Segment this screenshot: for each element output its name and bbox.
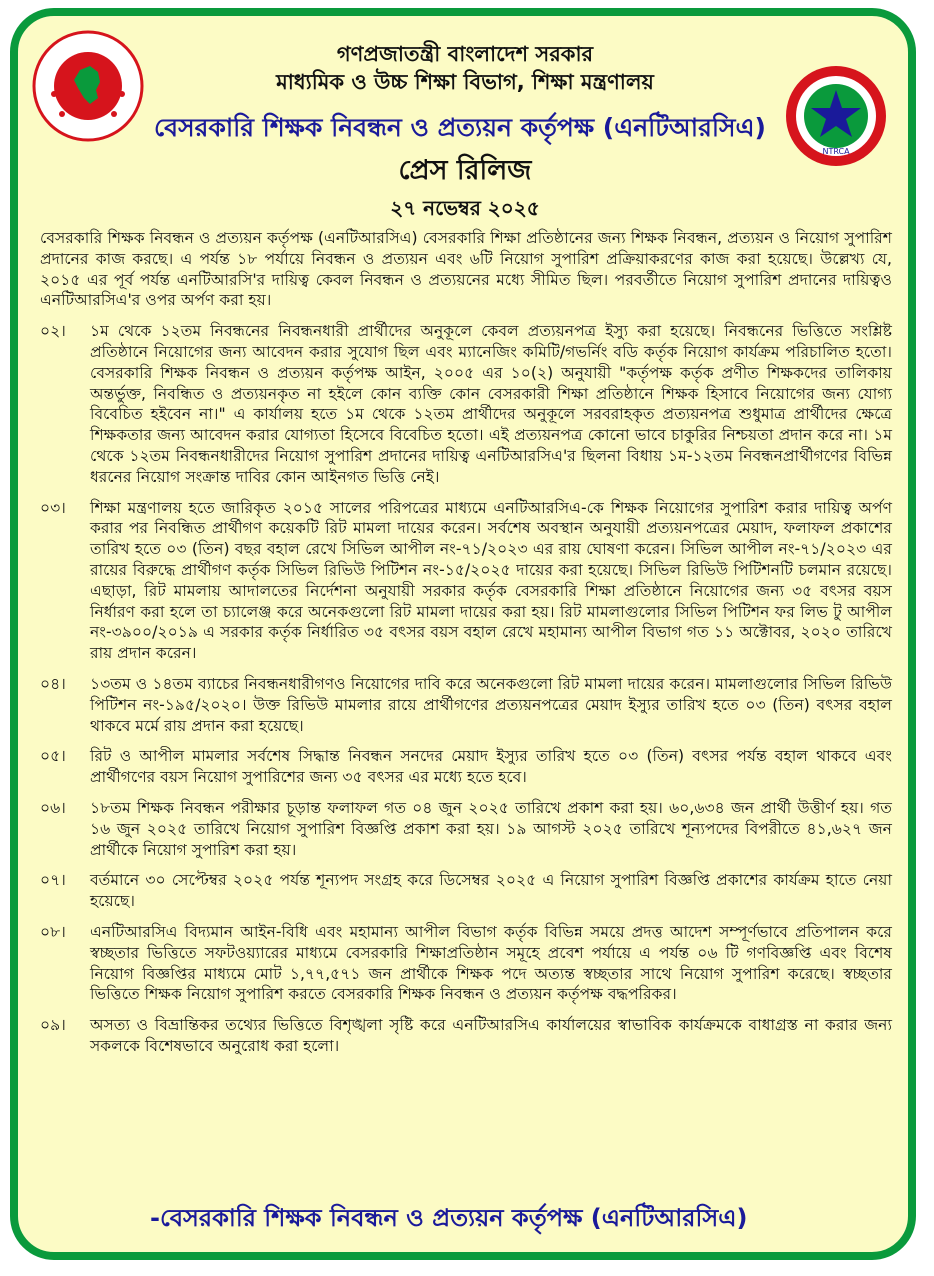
numbered-paragraph	[40, 1015, 892, 1057]
organization-name: বেসরকারি শিক্ষক নিবন্ধন ও প্রত্যয়ন কর্তৃপক্ষ (এনটিআরসিএ)	[154, 113, 766, 142]
ntrca-logo-text: NTRCA	[822, 147, 850, 156]
paragraph-number: ০৬।	[40, 798, 66, 817]
paragraph-text: ১৮তম শিক্ষক নিবন্ধন পরীক্ষার চূড়ান্ত ফলাফল গত ০৪ জুন ২০২৫ তারিখে প্রকাশ করা হয়। ৬০,৬৩৪ জন প্রার্থী উত্তীর্ণ হয়। গত ১৬ জুন ২০২৫ তারিখে নিয়োগ সুপারিশ বিজ্ঞপ্তি প্রকাশ করা হয়। ১৯ আগস্ট ২০২৫ তারিখে শূন্যপদের বিপরীতে ৪১,৬২৭ জন প্রার্থীকে নিয়োগ সুপারিশ করা হয়।	[90, 798, 893, 859]
paragraph-number: ০৯।	[40, 1016, 66, 1035]
press-release-title: প্রেস রিলিজ	[398, 155, 532, 186]
paragraph-number: ০২।	[40, 322, 66, 341]
paragraph-text: শিক্ষা মন্ত্রণালয় হতে জারিকৃত ২০১৫ সালের পরিপত্রের মাধ্যমে এনটিআরসিএ-কে শিক্ষক নিয়োগের সুপারিশ করার দায়িত্ব অর্পণ করার পর নিবন্ধিত প্রার্থীগণ কয়েকটি রিট মামলা দায়ের করেন। সর্বশেষ অবস্থান অনুযায়ী প্রত্যয়নপত্রের মেয়াদ, ফলাফল প্রকাশের তারিখ হতে ০৩ (তিন) বছর বহাল রেখে সিভিল আপীল নং-৭১/২০২৩ এর রায় ঘোষণা করেন। সিভিল আপীল নং-৭১/২০২৩ এর রায়ের বিরুদ্ধে প্রার্থীগণ কর্তৃক সিভিল রিভিউ পিটিশন নং-১৫/২০২৫ দায়ের করা হয়েছে। সিভিল রিভিউ পিটিশনটি চলমান রয়েছে। এছাড়া, রিট মামলায় আদালতের নির্দেশনা অনুযায়ী সরকার কর্তৃক বেসরকারি শিক্ষা প্রতিষ্ঠানে নিয়োগের জন্য ৩৫ বৎসর বয়স নির্ধারণ করা হলে তা চ্যালেঞ্জ করে অনেকগুলো রিট মামলা দায়ের করা হয়। রিট মামলাগুলোর সিভিল পিটিশন ফর লিভ টু আপীল নং-৩৯০০/২০১৯ এ সরকার কর্তৃক নির্ধারিত ৩৫ বৎসর বয়স বহাল রেখে মহামান্য আপীল বিভাগ গত ১১ অক্টোবর, ২০২০ তারিখে রায় প্রদান করেন।	[90, 498, 892, 663]
paragraph-text: ১৩তম ও ১৪তম ব্যাচের নিবন্ধনধারীগণও নিয়োগের দাবি করে অনেকগুলো রিট মামলা দায়ের করেন। মামলাগুলোর সিভিল রিভিউ পিটিশন নং-১৯৫/২০২০। উক্ত রিভিউ মামলার রায়ে প্রার্থীগণের প্রত্যয়নপত্রের মেয়াদ ইস্যুর তারিখ হতে ০৩ (তিন) বৎসর বহাল থাকবে মর্মে রায় প্রদান করা হয়েছে।	[90, 674, 892, 735]
government-name: গণপ্রজাতন্ত্রী বাংলাদেশ সরকার	[336, 42, 594, 66]
paragraph-text: ১ম থেকে ১২তম নিবন্ধনের নিবন্ধনধারী প্রার্থীদের অনুকূলে কেবল প্রত্যয়নপত্র ইস্যু করা হয়েছে। নিবন্ধনের ভিত্তিতে সংশ্লিষ্ট প্রতিষ্ঠানে নিয়োগের জন্য আবেদন করার সুযোগ ছিল এবং ম্যানেজিং কমিটি/গভর্নিং বডি কর্তৃক নিয়োগ কার্যক্রম পরিচালিত হতো। বেসরকারি শিক্ষক নিবন্ধন ও প্রত্যয়ন কর্তৃপক্ষ আইন, ২০০৫ এর ১০(২) অনুযায়ী "কর্তৃপক্ষ কর্তৃক প্রণীত শিক্ষকদের তালিকায় অন্তর্ভুক্ত, নিবন্ধিত ও প্রত্যয়নকৃত না হইলে কোন ব্যক্তি কোন বেসরকারী শিক্ষা প্রতিষ্ঠানে শিক্ষক হিসাবে নিয়োগের জন্য যোগ্য বিবেচিত হইবেন না।" এ কার্যালয় হতে ১ম থেকে ১২তম প্রার্থীদের অনুকূলে সরবরাহকৃত প্রত্যয়নপত্র শুধুমাত্র প্রার্থীদের ক্ষেত্রে শিক্ষকতার জন্য আবেদন করার যোগ্যতা হিসেবে বিবেচিত হতো। এই প্রত্যয়নপত্র কোনো ভাবে চাকুরির নিশ্চয়তা প্রদান করে না। ১ম থেকে ১২তম নিবন্ধনধারীদের নিয়োগ সুপারিশ প্রদানের দায়িত্ব এনটিআরসিএ'র ছিলনা বিধায় ১ম-১২তম নিবন্ধনপ্রার্থীগণের বিভিন্ন ধরনের নিয়োগ সংক্রান্ত দাবির কোন আইনগত ভিত্তি নেই।	[90, 322, 892, 486]
paragraph-number: ০৭।	[40, 871, 66, 890]
numbered-paragraph	[40, 922, 892, 1005]
release-body	[40, 228, 892, 1067]
paragraph-number: ০৪।	[40, 674, 66, 693]
numbered-paragraph	[40, 870, 892, 912]
paragraph-text: বর্তমানে ৩০ সেপ্টেম্বর ২০২৫ পর্যন্ত শূন্যপদ সংগ্রহ করে ডিসেম্বর ২০২৫ এ নিয়োগ সুপারিশ বিজ্ঞপ্তি প্রকাশের কার্যক্রম হাতে নেয়া হয়েছে।	[90, 871, 892, 911]
paragraph-number: ০৩।	[40, 498, 66, 517]
numbered-paragraph	[40, 674, 892, 736]
paragraph-text: এনটিআরসিএ বিদ্যমান আইন-বিধি এবং মহামান্য আপীল বিভাগ কর্তৃক বিভিন্ন সময়ে প্রদত্ত আদেশ সম্পূর্ণভাবে প্রতিপালন করে স্বচ্ছতার ভিত্তিতে সফটওয়্যারের মাধ্যমে বেসরকারি শিক্ষাপ্রতিষ্ঠান সমূহে প্রবেশ পর্যায়ে এ পর্যন্ত ০৬ টি গণবিজ্ঞপ্তি এবং বিশেষ নিয়োগ বিজ্ঞপ্তির মাধ্যমে মোট ১,৭৭,৫৭১ জন প্রার্থীকে শিক্ষক পদে অত্যন্ত স্বচ্ছতার সাথে নিয়োগ সুপারিশ করেছে। স্বচ্ছতার ভিত্তিতে শিক্ষক নিয়োগ সুপারিশ করতে বেসরকারি শিক্ষক নিবন্ধন ও প্রত্যয়ন কর্তৃপক্ষ বদ্ধপরিকর।	[90, 922, 892, 1004]
numbered-paragraph	[40, 746, 892, 788]
paragraph-number: ০৫।	[40, 747, 66, 766]
release-date: ২৭ নভেম্বর ২০২৫	[390, 196, 540, 220]
numbered-paragraph	[40, 321, 892, 487]
paragraph-text: রিট ও আপীল মামলার সর্বশেষ সিদ্ধান্ত নিবন্ধন সনদের মেয়াদ ইস্যুর তারিখ হতে ০৩ (তিন) বৎসর পর্যন্ত বহাল থাকবে এবং প্রার্থীগণের বয়স নিয়োগ সুপারিশের জন্য ৩৫ বৎসর এর মধ্যে হতে হবে।	[90, 747, 892, 787]
signature-line: -বেসরকারি শিক্ষক নিবন্ধন ও প্রত্যয়ন কর্তৃপক্ষ (এনটিআরসিএ)	[150, 1204, 748, 1232]
numbered-paragraph	[40, 498, 892, 664]
paragraph-text: অসত্য ও বিভ্রান্তিকর তথ্যের ভিত্তিতে বিশৃঙ্খলা সৃষ্টি করে এনটিআরসিএ কার্যালয়ের স্বাভাবিক কার্যক্রমকে বাধাগ্রস্ত না করার জন্য সকলকে বিশেষভাবে অনুরোধ করা হলো।	[90, 1016, 892, 1055]
numbered-paragraph	[40, 798, 892, 860]
ministry-name: মাধ্যমিক ও উচ্চ শিক্ষা বিভাগ, শিক্ষা মন্ত্রণালয়	[276, 70, 654, 94]
paragraph-number: ০৮।	[40, 922, 66, 941]
intro-paragraph: বেসরকারি শিক্ষক নিবন্ধন ও প্রত্যয়ন কর্তৃপক্ষ (এনটিআরসিএ) বেসরকারি শিক্ষা প্রতিষ্ঠানের জন্য শিক্ষক নিবন্ধন, প্রত্যয়ন ও নিয়োগ সুপারিশ প্রদানের কাজ করছে। এ পর্যন্ত ১৮ পর্যায়ে নিবন্ধন ও প্রত্যয়ন এবং ৬টি নিয়োগ সুপারিশ প্রক্রিয়াকরণের কাজ করা হয়েছে। উল্লেখ্য যে, ২০১৫ এর পূর্ব পর্যন্ত এনটিআরসি'র দায়িত্ব কেবল নিবন্ধন ও প্রত্যয়নের মধ্যে সীমিত ছিল। পরবর্তীতে নিয়োগ সুপারিশ প্রদানের দায়িত্বও এনটিআরসিএ'র ওপর অর্পণ করা হয়।	[40, 229, 892, 310]
